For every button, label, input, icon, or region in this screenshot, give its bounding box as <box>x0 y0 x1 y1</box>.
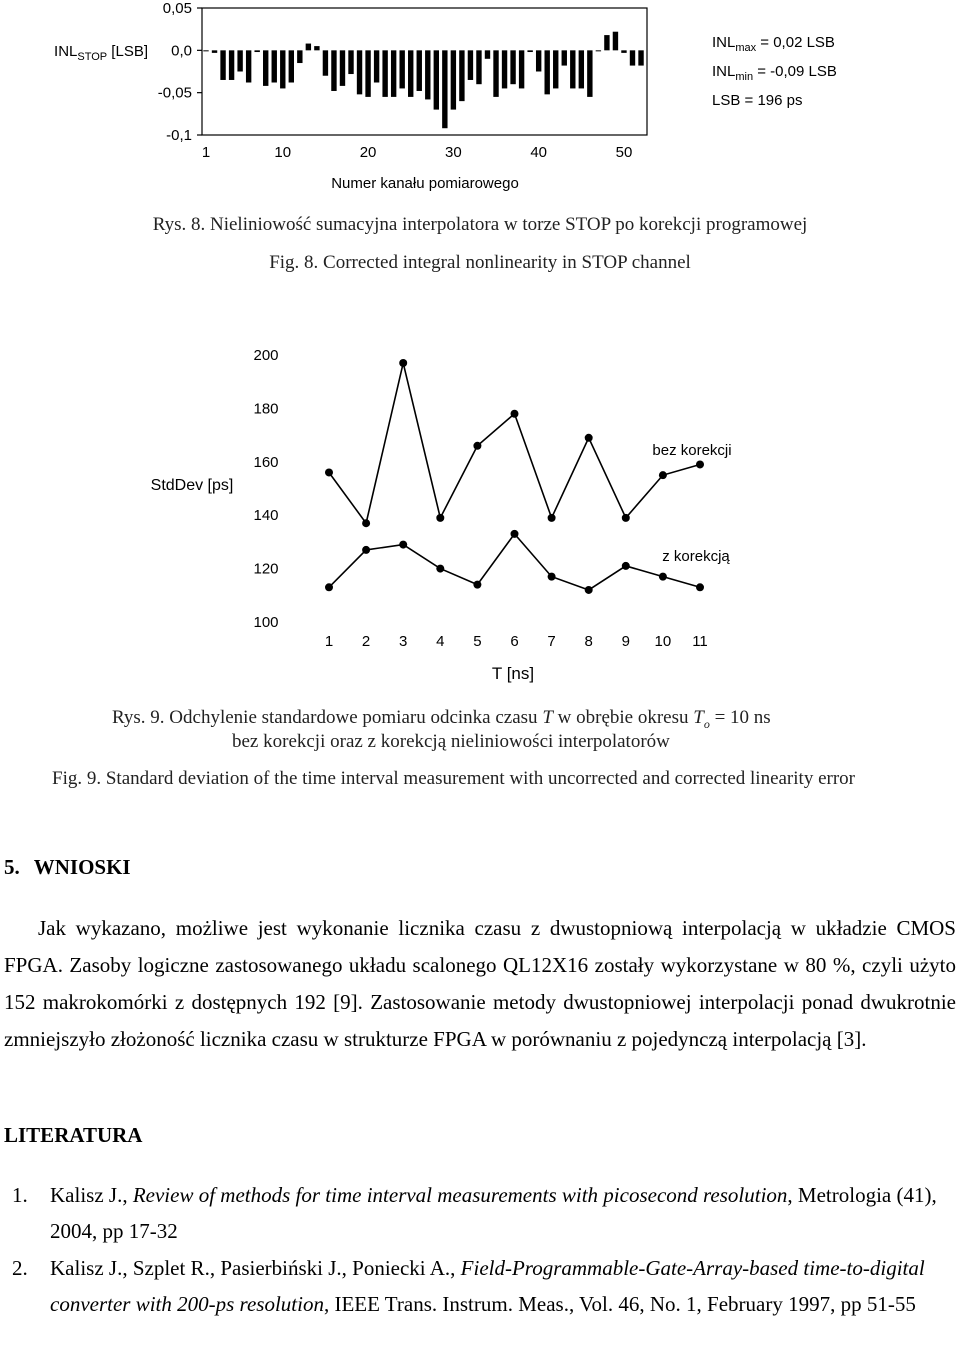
inl-bar <box>306 44 311 51</box>
stddev-y-tick-label: 120 <box>253 560 279 578</box>
inl-bar <box>562 50 567 65</box>
ref-1: Kalisz J., Review of methods for time interval measurements with picosecond resolution, Metrologia (41), 2004, pp 17-32 <box>50 1183 937 1243</box>
fig9-caption-en: Fig. 9. Standard deviation of the time interval measurement with uncorrected and corrected linearity error <box>52 768 855 789</box>
inl-bar <box>630 50 635 65</box>
ref-2-number: 2. <box>12 1256 28 1280</box>
section-heading: 5. WNIOSKI <box>4 855 131 879</box>
series-label-corrected: z korekcją <box>662 548 730 565</box>
inl-bar <box>425 50 430 99</box>
stddev-point <box>362 546 370 554</box>
inl-bar <box>340 50 345 86</box>
fig8-caption-pl: Rys. 8. Nieliniowość sumacyjna interpolatora w torze STOP po korekcji programowej <box>152 214 808 235</box>
inl-bar <box>399 50 404 88</box>
stddev-point <box>473 581 481 589</box>
inl-y-tick-label: 0,0 <box>171 42 192 60</box>
inl-x-tick-label: 50 <box>615 144 633 161</box>
stddev-x-tick-label: 9 <box>621 633 630 650</box>
inl-annotations <box>712 34 837 109</box>
stddev-x-tick-label: 2 <box>361 633 371 650</box>
inl-bar <box>587 50 592 97</box>
stddev-series-line <box>329 534 700 590</box>
stddev-point <box>696 583 704 591</box>
inl-bar <box>263 50 268 86</box>
inl-bar <box>621 50 626 53</box>
fig9-caption-pl-line1: Rys. 9. Odchylenie standardowe pomiaru odcinka czasu T w obrębie okresu $T_o = 10$ ns <box>112 707 771 731</box>
stddev-y-tick-label: 100 <box>253 614 279 631</box>
ref-1-number: 1. <box>12 1183 28 1207</box>
fig9-caption-pl-line2: bez korekcji oraz z korekcją nieliniowości interpolatorów <box>232 731 670 752</box>
inl-bar <box>374 50 379 82</box>
inl-bar <box>442 50 447 128</box>
inl-bar <box>272 50 277 82</box>
inl-bar <box>519 50 524 88</box>
inl-y-tick-label: -0,05 <box>157 84 192 102</box>
inl-bar <box>604 35 609 50</box>
stddev-x-tick-label: 6 <box>510 633 519 650</box>
stddev-point <box>585 434 593 442</box>
stddev-point <box>325 583 333 591</box>
stddev-point <box>622 514 630 522</box>
inl-x-tick-label: 20 <box>359 144 377 161</box>
inl-bar <box>237 50 242 71</box>
inl-bar <box>331 50 336 91</box>
stddev-point <box>325 468 333 476</box>
stddev-point <box>399 359 407 367</box>
ref-2: Kalisz J., Szplet R., Pasierbiński J., Poniecki A., Field-Programmable-Gate-Array-based time-to-digital converter with 200-ps resolution, IEEE Trans. Instrum. Meas., Vol. 46, No. 1, February 1997, pp 51-55 <box>50 1256 925 1316</box>
inl-bar <box>476 50 481 84</box>
inl-bar <box>468 50 473 80</box>
stddev-point <box>659 471 667 479</box>
stddev-point <box>622 562 630 570</box>
stddev-point <box>436 565 444 573</box>
stddev-series-line <box>329 363 700 523</box>
stddev-y-tick-label: 180 <box>253 400 279 418</box>
inl-bar-chart <box>0 0 960 200</box>
stddev-y-tick-label: 160 <box>253 453 279 471</box>
inl-x-tick-label: 1 <box>201 144 211 161</box>
inl-bar <box>451 50 456 109</box>
inl-x-label: Numer kanału pomiarowego <box>331 175 519 192</box>
inl-bar <box>348 50 353 74</box>
stddev-x-tick-label: 10 <box>654 633 672 650</box>
inl-bar <box>297 50 302 63</box>
inl-bar <box>408 50 413 97</box>
inl-bar <box>280 50 285 88</box>
stddev-point <box>696 460 704 468</box>
stddev-point <box>585 586 593 594</box>
fig8-caption-en: Fig. 8. Corrected integral nonlinearity in STOP channel <box>269 252 691 273</box>
inl-bar <box>254 50 259 52</box>
inl-bar <box>357 50 362 94</box>
inl-bar <box>553 50 558 88</box>
inl-bar <box>323 50 328 75</box>
stddev-point <box>659 573 667 581</box>
references-heading: LITERATURA <box>4 1123 143 1147</box>
inl-bar <box>527 50 532 52</box>
stddev-x-tick-label: 11 <box>692 633 708 650</box>
inl-bar <box>417 50 422 91</box>
inl-annotation: $INL_{min} = -0,09$ LSB <box>712 63 837 83</box>
stddev-x-label: T [ns] <box>491 664 535 683</box>
inl-bar <box>596 50 601 51</box>
inl-bar <box>493 50 498 97</box>
inl-bar <box>536 50 541 71</box>
stddev-point <box>399 541 407 549</box>
inl-bar <box>212 50 217 53</box>
conclusions-paragraph: Jak wykazano, możliwe jest wykonanie licznika czasu z dwustopniową interpolacją w układzie CMOS FPGA. Zasoby logiczne zastosowanego układu scalonego QL12X16 zostały wykorzystane w 80 %, czyli użyto 152 makrokomórki z dostępnych 192 [9]. Zastosowanie metody dwustopniowej interpolacji ponad dwukrotnie zmniejszyło złożoność licznika czasu w strukturze FPGA w porównaniu z pojedynczą interpolacją [3]. <box>4 916 956 1051</box>
inl-x-tick-label: 30 <box>445 144 462 161</box>
inl-bar <box>229 50 234 80</box>
inl-annotation: $INL_{max} = 0,02$ LSB <box>712 34 835 54</box>
inl-bar <box>382 50 387 97</box>
stddev-x-tick-label: 5 <box>473 633 482 650</box>
series-label-uncorrected: bez korekcji <box>652 442 732 459</box>
stddev-x-tick-label: 3 <box>399 633 408 650</box>
stddev-point <box>511 530 519 538</box>
inl-bar <box>220 50 225 80</box>
stddev-point <box>436 514 444 522</box>
inl-bar <box>434 50 439 109</box>
inl-bar <box>203 50 208 51</box>
inl-bar <box>314 46 319 50</box>
stddev-x-tick-label: 4 <box>436 633 445 650</box>
inl-bar <box>246 50 251 82</box>
inl-bar <box>502 50 507 88</box>
inl-y-label: $INL_{STOP}$ [LSB] <box>54 43 148 63</box>
stddev-y-tick-label: 200 <box>253 347 279 364</box>
stddev-line-chart <box>0 330 960 690</box>
stddev-point <box>548 514 556 522</box>
inl-bar <box>570 50 575 88</box>
stddev-point <box>511 410 519 418</box>
inl-x-tick-label: 40 <box>530 144 548 161</box>
stddev-point <box>473 442 481 450</box>
inl-annotation: LSB = 196 ps <box>712 92 803 109</box>
stddev-x-tick-label: 8 <box>584 633 593 650</box>
inl-bar <box>579 50 584 88</box>
stddev-x-tick-label: 7 <box>547 633 556 650</box>
inl-bar <box>510 50 515 84</box>
stddev-y-tick-label: 140 <box>253 507 279 525</box>
inl-bar <box>459 50 464 101</box>
stddev-x-tick-label: 1 <box>324 633 334 650</box>
inl-bar <box>289 50 294 82</box>
inl-x-tick-label: 10 <box>274 144 292 161</box>
inl-bar <box>365 50 370 97</box>
inl-bar <box>638 50 643 65</box>
inl-bar <box>485 50 490 58</box>
inl-y-tick-label: 0,05 <box>162 0 192 17</box>
inl-bar <box>391 50 396 97</box>
inl-y-tick-label: -0,1 <box>166 127 192 144</box>
stddev-point <box>548 573 556 581</box>
stddev-y-label: StdDev [ps] <box>150 477 234 494</box>
inl-bar <box>613 32 618 51</box>
stddev-point <box>362 519 370 527</box>
inl-bar <box>545 50 550 94</box>
